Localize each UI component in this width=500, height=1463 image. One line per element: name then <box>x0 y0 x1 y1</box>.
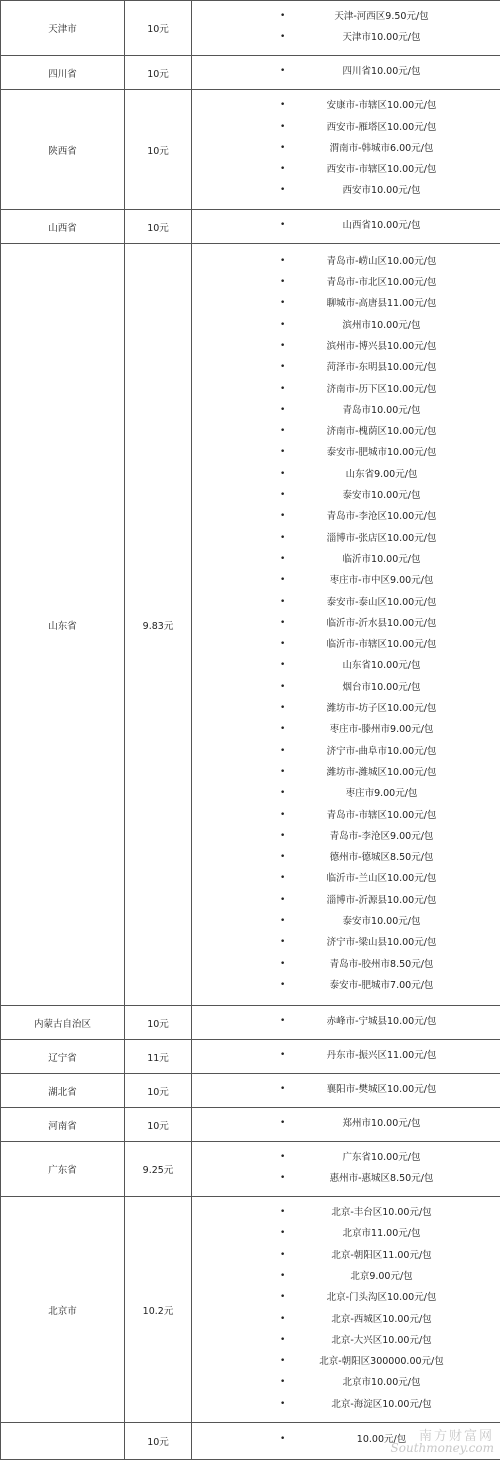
list-item-text: 北京-大兴区10.00元/包 <box>331 1334 432 1346</box>
bullet-icon: • <box>280 219 286 230</box>
list-item <box>192 357 500 378</box>
list-item-text: 济宁市-曲阜市10.00元/包 <box>326 745 437 757</box>
list-item-text: 10.00元/包 <box>356 1434 407 1446</box>
bullet-icon: • <box>280 1228 286 1239</box>
price-table-body <box>1 1 500 1460</box>
bullet-icon: • <box>280 1292 286 1303</box>
list-item-text: 青岛市-李沧区9.00元/包 <box>329 830 434 842</box>
watermark-text-cn: 南方财富网 <box>418 1429 494 1444</box>
bullet-icon: • <box>280 937 286 948</box>
table-row <box>1 1108 500 1142</box>
table-row <box>1 1006 500 1040</box>
list-item <box>192 251 500 272</box>
list-item-text: 滨州市-博兴县10.00元/包 <box>326 340 437 352</box>
list-item <box>192 464 500 485</box>
price-list-cell <box>192 90 500 210</box>
list-item <box>192 1394 500 1415</box>
list-item <box>192 6 500 27</box>
bullet-icon: • <box>280 873 286 884</box>
list-item <box>192 805 500 826</box>
average-price-cell: 10元 <box>125 90 192 210</box>
bullet-icon: • <box>280 553 286 564</box>
list-item-text: 青岛市-崂山区10.00元/包 <box>326 255 437 267</box>
list-item <box>192 549 500 570</box>
bullet-icon: • <box>280 100 286 111</box>
bullet-icon: • <box>280 142 286 153</box>
average-price-cell: 11元 <box>125 1040 192 1074</box>
bullet-icon: • <box>280 1015 286 1026</box>
bullet-icon: • <box>280 745 286 756</box>
price-list <box>192 1077 500 1104</box>
list-item <box>192 698 500 719</box>
list-item-text: 德州市-德城区8.50元/包 <box>329 852 434 864</box>
bullet-icon: • <box>280 766 286 777</box>
list-item-text: 北京-朝阳区11.00元/包 <box>331 1249 432 1261</box>
list-item-text: 郑州市10.00元/包 <box>342 1117 421 1129</box>
bullet-icon: • <box>280 426 286 437</box>
list-item <box>192 1287 500 1308</box>
bullet-icon: • <box>280 852 286 863</box>
bullet-icon: • <box>280 362 286 373</box>
list-item <box>192 215 500 236</box>
list-item-text: 青岛市10.00元/包 <box>342 404 421 416</box>
bullet-icon: • <box>280 1049 286 1060</box>
bullet-icon: • <box>280 164 286 175</box>
bullet-icon: • <box>280 532 286 543</box>
table-row <box>1 90 500 210</box>
province-cell: 山西省 <box>1 210 125 244</box>
bullet-icon: • <box>280 65 286 76</box>
list-item-text: 泰安市-肥城市7.00元/包 <box>329 979 434 991</box>
list-item <box>192 1309 500 1330</box>
list-item-text: 北京-门头沟区10.00元/包 <box>326 1292 437 1304</box>
bullet-icon: • <box>280 1207 286 1218</box>
price-list-cell <box>192 1197 500 1423</box>
list-item-text: 枣庄市-市中区9.00元/包 <box>329 575 434 587</box>
price-list-cell <box>192 1074 500 1108</box>
price-list <box>192 1009 500 1036</box>
list-item-text: 四川省10.00元/包 <box>342 65 421 77</box>
list-item-text: 天津-河西区9.50元/包 <box>334 10 429 22</box>
list-item-text: 青岛市-市北区10.00元/包 <box>326 277 437 289</box>
price-list <box>192 4 500 53</box>
list-item <box>192 1223 500 1244</box>
list-item-text: 菏泽市-东明县10.00元/包 <box>326 362 437 374</box>
list-item <box>192 932 500 953</box>
province-cell: 内蒙古自治区 <box>1 1006 125 1040</box>
list-item <box>192 655 500 676</box>
list-item <box>192 719 500 740</box>
bullet-icon: • <box>280 1249 286 1260</box>
price-list-cell <box>192 1142 500 1197</box>
bullet-icon: • <box>280 121 286 132</box>
price-list <box>192 93 500 205</box>
price-list <box>192 1111 500 1138</box>
province-cell: 天津市 <box>1 1 125 56</box>
list-item-text: 临沂市10.00元/包 <box>342 553 421 565</box>
bullet-icon: • <box>280 319 286 330</box>
list-item-text: 潍坊市-坊子区10.00元/包 <box>326 703 437 715</box>
bullet-icon: • <box>280 979 286 990</box>
list-item-text: 北京-西城区10.00元/包 <box>331 1313 432 1325</box>
list-item <box>192 570 500 591</box>
list-item <box>192 1372 500 1393</box>
bullet-icon: • <box>280 404 286 415</box>
price-list <box>192 213 500 240</box>
price-list-cell <box>192 210 500 244</box>
list-item <box>192 890 500 911</box>
list-item <box>192 138 500 159</box>
bullet-icon: • <box>280 681 286 692</box>
bullet-icon: • <box>280 660 286 671</box>
list-item-text: 襄阳市-樊城区10.00元/包 <box>326 1083 437 1095</box>
average-price-cell: 10元 <box>125 210 192 244</box>
average-price-cell: 10元 <box>125 1006 192 1040</box>
list-item-text: 北京-海淀区10.00元/包 <box>331 1398 432 1410</box>
list-item-text: 天津市10.00元/包 <box>342 32 421 43</box>
bullet-icon: • <box>280 916 286 926</box>
price-list <box>192 1145 500 1194</box>
price-list-cell <box>192 1108 500 1142</box>
list-item-text: 丹东市-振兴区11.00元/包 <box>326 1049 437 1061</box>
average-price-cell: 9.83元 <box>125 244 192 1006</box>
bullet-icon: • <box>280 830 286 841</box>
list-item-text: 泰安市-肥城市10.00元/包 <box>326 447 437 459</box>
province-cell: 山东省 <box>1 244 125 1006</box>
province-cell: 辽宁省 <box>1 1040 125 1074</box>
list-item <box>192 1011 500 1032</box>
list-item <box>192 1351 500 1372</box>
list-item <box>192 677 500 698</box>
list-item <box>192 954 500 975</box>
list-item <box>192 1045 500 1066</box>
average-price-cell: 10元 <box>125 56 192 90</box>
list-item <box>192 634 500 655</box>
table-row <box>1 56 500 90</box>
list-item-text: 聊城市-高唐县11.00元/包 <box>326 298 437 310</box>
list-item <box>192 1330 500 1351</box>
list-item-text: 枣庄市9.00元/包 <box>345 788 418 800</box>
list-item-text: 泰安市10.00元/包 <box>342 490 421 502</box>
list-item-text: 临沂市-兰山区10.00元/包 <box>326 873 437 885</box>
price-list <box>192 1043 500 1070</box>
table-row <box>1 1142 500 1197</box>
list-item-text: 山东省10.00元/包 <box>342 660 421 672</box>
list-item <box>192 95 500 116</box>
list-item <box>192 1147 500 1168</box>
list-item <box>192 613 500 634</box>
list-item <box>192 826 500 847</box>
list-item <box>192 442 500 463</box>
list-item-text: 济南市-槐荫区10.00元/包 <box>326 426 437 438</box>
price-list-cell <box>192 244 500 1006</box>
bullet-icon: • <box>280 511 286 522</box>
bullet-icon: • <box>280 447 286 458</box>
list-item <box>192 847 500 868</box>
bullet-icon: • <box>280 255 286 266</box>
price-list-cell <box>192 1 500 56</box>
list-item <box>192 1113 500 1134</box>
bullet-icon: • <box>280 639 286 650</box>
list-item <box>192 762 500 783</box>
list-item-text: 淄博市-沂源县10.00元/包 <box>326 894 437 906</box>
province-cell <box>1 1423 125 1460</box>
province-cell: 广东省 <box>1 1142 125 1197</box>
list-item-text: 山东省9.00元/包 <box>345 468 418 480</box>
bullet-icon: • <box>280 1377 286 1388</box>
list-item-text: 滨州市10.00元/包 <box>342 319 421 331</box>
average-price-cell: 10元 <box>125 1108 192 1142</box>
list-item-text: 北京市11.00元/包 <box>342 1228 421 1240</box>
bullet-icon: • <box>280 958 286 969</box>
bullet-icon: • <box>280 383 286 394</box>
province-cell: 河南省 <box>1 1108 125 1142</box>
list-item <box>192 180 500 201</box>
bullet-icon: • <box>280 468 286 479</box>
bullet-icon: • <box>280 1270 286 1281</box>
price-list <box>192 1200 500 1419</box>
bullet-icon: • <box>280 1313 286 1324</box>
province-cell: 湖北省 <box>1 1074 125 1108</box>
province-cell: 陕西省 <box>1 90 125 210</box>
list-item <box>192 379 500 400</box>
list-item-text: 青岛市-市辖区10.00元/包 <box>326 809 437 821</box>
province-cell: 四川省 <box>1 56 125 90</box>
list-item-text: 北京市10.00元/包 <box>342 1377 421 1389</box>
list-item-text: 渭南市-韩城市6.00元/包 <box>329 142 434 154</box>
table-row <box>1 244 500 1006</box>
list-item-text: 潍坊市-潍城区10.00元/包 <box>326 766 437 778</box>
watermark-logo <box>376 1425 496 1459</box>
table-row <box>1 210 500 244</box>
list-item <box>192 1266 500 1287</box>
list-item-text: 北京-朝阳区300000.00元/包 <box>319 1356 444 1368</box>
bullet-icon: • <box>280 1398 286 1409</box>
list-item-text: 泰安市-泰山区10.00元/包 <box>326 596 437 608</box>
list-item-text: 西安市10.00元/包 <box>342 185 421 197</box>
list-item-text: 赤峰市-宁城县10.00元/包 <box>326 1015 437 1027</box>
list-item-text: 临沂市-市辖区10.00元/包 <box>326 639 437 651</box>
bullet-icon: • <box>280 1434 286 1445</box>
average-price-cell: 10元 <box>125 1423 192 1460</box>
bullet-icon: • <box>280 724 286 735</box>
list-item-text: 青岛市-胶州市8.50元/包 <box>329 958 434 970</box>
bullet-icon: • <box>280 277 286 288</box>
table-row <box>1 1 500 56</box>
bullet-icon: • <box>280 1173 286 1183</box>
list-item-text: 西安市-雁塔区10.00元/包 <box>326 121 437 133</box>
bullet-icon: • <box>280 298 286 309</box>
average-price-cell: 10.2元 <box>125 1197 192 1423</box>
price-list-cell <box>192 1006 500 1040</box>
list-item-text: 枣庄市-滕州市9.00元/包 <box>329 724 434 736</box>
list-item <box>192 975 500 996</box>
price-list-cell <box>192 1040 500 1074</box>
bullet-icon: • <box>280 894 286 905</box>
list-item <box>192 592 500 613</box>
list-item <box>192 868 500 889</box>
list-item-text: 济南市-历下区10.00元/包 <box>326 383 437 395</box>
list-item <box>192 336 500 357</box>
list-item <box>192 1079 500 1100</box>
list-item-text: 惠州市-惠城区8.50元/包 <box>329 1173 434 1184</box>
bullet-icon: • <box>280 32 286 42</box>
list-item-text: 安康市-市辖区10.00元/包 <box>326 100 437 112</box>
price-list <box>192 59 500 86</box>
bullet-icon: • <box>280 10 286 21</box>
list-item <box>192 117 500 138</box>
list-item-text: 青岛市-李沧区10.00元/包 <box>326 511 437 523</box>
bullet-icon: • <box>280 788 286 799</box>
average-price-cell: 10元 <box>125 1 192 56</box>
bullet-icon: • <box>280 809 286 820</box>
bullet-icon: • <box>280 490 286 501</box>
list-item <box>192 400 500 421</box>
list-item <box>192 911 500 932</box>
province-cell: 北京市 <box>1 1197 125 1423</box>
list-item <box>192 1245 500 1266</box>
average-price-cell: 10元 <box>125 1074 192 1108</box>
bullet-icon: • <box>280 1151 286 1162</box>
bullet-icon: • <box>280 1117 286 1128</box>
list-item <box>192 1168 500 1189</box>
bullet-icon: • <box>280 596 286 607</box>
list-item <box>192 27 500 48</box>
bullet-icon: • <box>280 1356 286 1367</box>
list-item-text: 泰安市10.00元/包 <box>342 916 421 927</box>
list-item <box>192 528 500 549</box>
list-item-text: 淄博市-张店区10.00元/包 <box>326 532 437 544</box>
list-item <box>192 485 500 506</box>
watermark-text-en: Southmoney.com <box>390 1441 494 1455</box>
bullet-icon: • <box>280 1334 286 1345</box>
list-item <box>192 272 500 293</box>
list-item-text: 山西省10.00元/包 <box>342 219 421 231</box>
price-list <box>192 249 500 1000</box>
bullet-icon: • <box>280 340 286 351</box>
list-item-text: 北京-丰台区10.00元/包 <box>331 1207 432 1219</box>
list-item <box>192 783 500 804</box>
list-item <box>192 61 500 82</box>
list-item-text: 北京9.00元/包 <box>350 1270 413 1282</box>
bullet-icon: • <box>280 575 286 586</box>
table-row <box>1 1074 500 1108</box>
list-item <box>192 506 500 527</box>
bullet-icon: • <box>280 1083 286 1094</box>
bullet-icon: • <box>280 185 286 196</box>
price-list-cell <box>192 56 500 90</box>
list-item <box>192 741 500 762</box>
bullet-icon: • <box>280 617 286 628</box>
list-item-text: 广东省10.00元/包 <box>342 1151 421 1163</box>
list-item <box>192 159 500 180</box>
table-row <box>1 1040 500 1074</box>
list-item <box>192 293 500 314</box>
table-row <box>1 1197 500 1423</box>
average-price-cell: 9.25元 <box>125 1142 192 1197</box>
list-item <box>192 315 500 336</box>
list-item <box>192 421 500 442</box>
list-item-text: 烟台市10.00元/包 <box>342 681 421 693</box>
list-item-text: 临沂市-沂水县10.00元/包 <box>326 617 437 629</box>
list-item-text: 济宁市-梁山县10.00元/包 <box>326 937 437 949</box>
bullet-icon: • <box>280 703 286 714</box>
list-item-text: 西安市-市辖区10.00元/包 <box>326 164 437 176</box>
list-item <box>192 1202 500 1223</box>
